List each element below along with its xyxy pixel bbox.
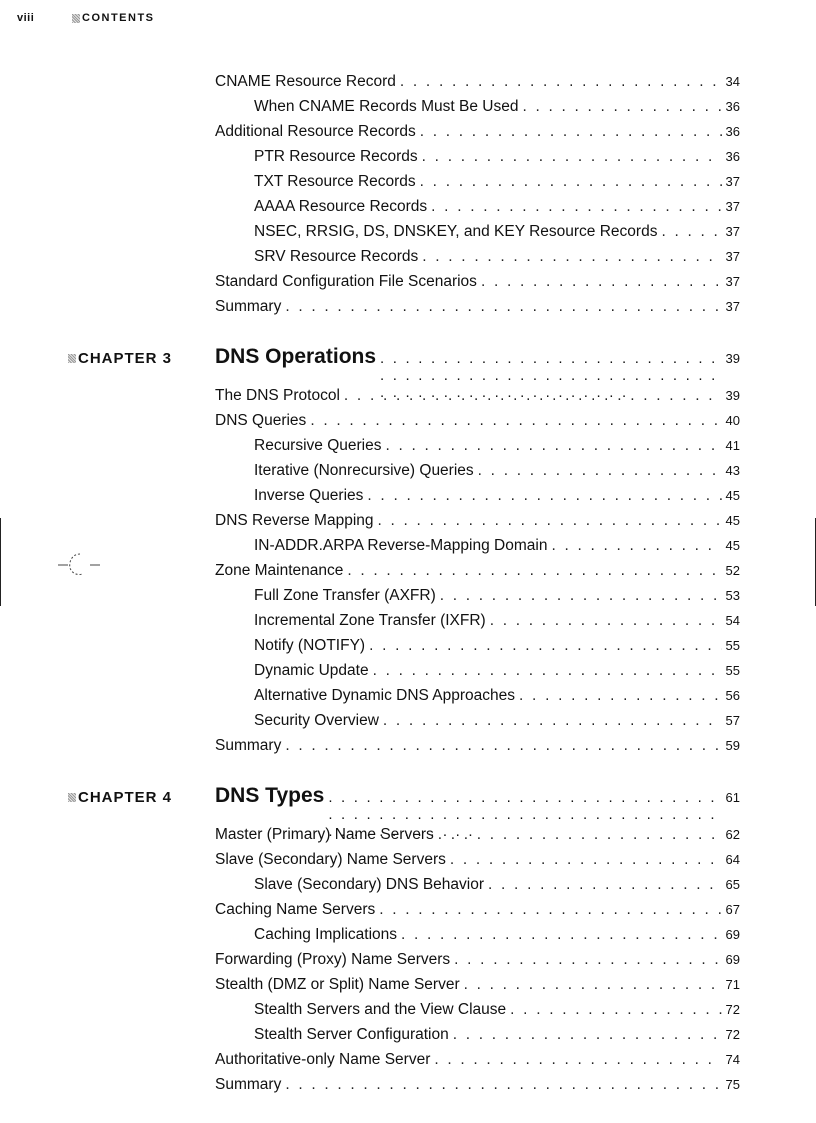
dot-leader [285, 737, 721, 755]
toc-entry-page: 64 [725, 852, 740, 867]
toc-entry [215, 387, 740, 412]
toc-entry-title: PTR Resource Records [254, 148, 418, 165]
toc-entry-page: 41 [725, 438, 740, 453]
toc-entry-page: 37 [725, 224, 740, 239]
toc-entry-page: 37 [725, 174, 740, 189]
toc-entry-page: 56 [725, 688, 740, 703]
toc-entry-page: 45 [725, 538, 740, 553]
registration-mark-icon [58, 548, 102, 578]
toc-entry [215, 612, 740, 637]
toc-entry [215, 851, 740, 876]
toc-entry [215, 298, 740, 323]
dot-leader [369, 637, 721, 655]
dot-leader [481, 273, 722, 291]
dot-leader [661, 223, 721, 241]
chapter-marker-icon [68, 354, 76, 363]
toc-entry-page: 67 [725, 902, 740, 917]
toc-entry [215, 1001, 740, 1026]
toc-entry [215, 198, 740, 223]
toc-entry-page: 34 [725, 74, 740, 89]
toc-entry [215, 223, 740, 248]
toc-entry-page: 55 [725, 638, 740, 653]
toc-entry [215, 587, 740, 612]
toc-entry-title: DNS Queries [215, 412, 307, 429]
toc-entry [215, 901, 740, 926]
dot-leader [379, 901, 721, 919]
toc-entry [215, 712, 740, 737]
toc-entry [215, 687, 740, 712]
dot-leader [400, 73, 722, 91]
chapter-gap [215, 762, 740, 774]
toc-entry [215, 123, 740, 148]
toc-entry-title: DNS Reverse Mapping [215, 512, 374, 529]
chapter-page: 39 [725, 351, 740, 366]
toc-entry-title: Stealth Servers and the View Clause [254, 1001, 507, 1018]
toc-entry-page: 54 [725, 613, 740, 628]
toc-entry [215, 951, 740, 976]
dot-leader [367, 487, 721, 505]
toc-entry [215, 737, 740, 762]
toc-entry-title: Dynamic Update [254, 662, 369, 679]
toc-entry [215, 537, 740, 562]
toc-entry-title: Additional Resource Records [215, 123, 416, 140]
page-number: viii [17, 12, 35, 24]
toc-entry-title: Inverse Queries [254, 487, 364, 504]
dot-leader [490, 612, 722, 630]
dot-leader [440, 587, 722, 605]
dot-leader [522, 98, 721, 116]
toc-entry-page: 72 [725, 1027, 740, 1042]
chapter-label [68, 350, 172, 367]
toc-entry-title: CNAME Resource Record [215, 73, 396, 90]
toc-entry-page: 62 [725, 827, 740, 842]
toc-entry-page: 37 [725, 249, 740, 264]
toc-entry-title: Stealth Server Configuration [254, 1026, 449, 1043]
dot-leader [310, 412, 721, 430]
dot-leader [383, 712, 722, 730]
dot-leader [464, 976, 722, 994]
toc-entry [215, 662, 740, 687]
section-marker-icon [72, 14, 80, 23]
toc-entry-title: NSEC, RRSIG, DS, DNSKEY, and KEY Resource Records [254, 223, 658, 240]
toc-entry-title: Caching Implications [254, 926, 398, 943]
toc-entry-page: 74 [725, 1052, 740, 1067]
toc-entry [215, 437, 740, 462]
toc-entry [215, 976, 740, 1001]
chapter-page: 61 [725, 790, 740, 805]
dot-leader [551, 537, 721, 555]
dot-leader [347, 562, 721, 580]
chapter-title: DNS Types [215, 784, 325, 807]
toc-entry-title: Standard Configuration File Scenarios [215, 273, 477, 290]
running-header [17, 12, 155, 24]
toc-entry-page: 36 [725, 99, 740, 114]
toc-entry-page: 57 [725, 713, 740, 728]
toc-entry-title: Slave (Secondary) DNS Behavior [254, 876, 485, 893]
toc-entry [215, 412, 740, 437]
toc-entry [215, 462, 740, 487]
toc-entry-page: 37 [725, 199, 740, 214]
toc-entry-page: 53 [725, 588, 740, 603]
dot-leader [478, 462, 722, 480]
toc-entry-page: 75 [725, 1077, 740, 1092]
toc-entry-page: 69 [725, 927, 740, 942]
dot-leader [373, 662, 722, 680]
toc-entry [215, 876, 740, 901]
toc-entry-title: Master (Primary) Name Servers [215, 826, 434, 843]
chapter-gap [215, 323, 740, 335]
toc-entry [215, 562, 740, 587]
chapter-label [68, 789, 172, 806]
dot-leader [420, 173, 722, 191]
dot-leader [434, 1051, 721, 1069]
chapter-title: DNS Operations [215, 345, 377, 368]
toc-entry [215, 487, 740, 512]
dot-leader [344, 387, 722, 405]
toc-entry-title: Summary [215, 1076, 282, 1093]
dot-leader [285, 298, 721, 316]
dot-leader [378, 512, 722, 530]
toc-entry [215, 148, 740, 173]
chapter-marker-icon [68, 793, 76, 802]
toc-entry-title: Caching Name Servers [215, 901, 376, 918]
dot-leader [386, 437, 722, 455]
toc-entry-title: AAAA Resource Records [254, 198, 428, 215]
section-title [72, 12, 155, 24]
dot-leader [519, 687, 721, 705]
chapter-heading [78, 774, 740, 826]
toc-entry-title: Summary [215, 298, 282, 315]
dot-leader [422, 148, 722, 166]
dot-leader [438, 826, 722, 844]
dot-leader [510, 1001, 721, 1019]
dot-leader [420, 123, 722, 141]
chapter-label-text: CHAPTER 4 [78, 789, 173, 806]
toc-entry-title: IN-ADDR.ARPA Reverse-Mapping Domain [254, 537, 548, 554]
toc-entry-title: TXT Resource Records [254, 173, 416, 190]
toc-entry-page: 37 [725, 299, 740, 314]
toc-entry-title: Notify (NOTIFY) [254, 637, 366, 654]
toc-entry [215, 926, 740, 951]
toc-entry-page: 40 [725, 413, 740, 428]
toc-entry [215, 512, 740, 537]
toc-entry-title: Stealth (DMZ or Split) Name Server [215, 976, 460, 993]
toc-entry [215, 637, 740, 662]
toc-entry-title: Full Zone Transfer (AXFR) [254, 587, 436, 604]
toc-entry-page: 71 [725, 977, 740, 992]
dot-leader [401, 926, 722, 944]
toc-entry-page: 45 [725, 513, 740, 528]
dot-leader [422, 248, 721, 266]
dot-leader [454, 951, 721, 969]
toc-entry [215, 826, 740, 851]
toc-entry-page: 43 [725, 463, 740, 478]
chapter-label-text: CHAPTER 3 [78, 350, 173, 367]
toc-entry-page: 37 [725, 274, 740, 289]
toc-entry [215, 173, 740, 198]
toc-entry-page: 59 [725, 738, 740, 753]
toc-entry-page: 45 [725, 488, 740, 503]
section-title-text: CONTENTS [82, 12, 155, 24]
toc-entry-title: Recursive Queries [254, 437, 382, 454]
toc-entry [215, 1026, 740, 1051]
toc-entry-page: 72 [725, 1002, 740, 1017]
toc-entry [215, 98, 740, 123]
toc-entry-title: Authoritative-only Name Server [215, 1051, 431, 1068]
toc-entry-title: Alternative Dynamic DNS Approaches [254, 687, 516, 704]
toc-entry-page: 52 [725, 563, 740, 578]
toc-entry-title: Security Overview [254, 712, 379, 729]
toc-entry-title: SRV Resource Records [254, 248, 419, 265]
toc-entry [215, 1076, 740, 1101]
toc-entry [215, 273, 740, 298]
table-of-contents [78, 73, 740, 1101]
dot-leader [431, 198, 721, 216]
toc-entry-title: Zone Maintenance [215, 562, 344, 579]
toc-entry-title: Summary [215, 737, 282, 754]
toc-entry-page: 39 [725, 388, 740, 403]
toc-entry-title: Slave (Secondary) Name Servers [215, 851, 446, 868]
toc-entry-page: 36 [725, 124, 740, 139]
scan-edge-left [0, 518, 1, 606]
toc-entry [215, 73, 740, 98]
toc-entry-title: When CNAME Records Must Be Used [254, 98, 519, 115]
toc-entry-title: Forwarding (Proxy) Name Servers [215, 951, 451, 968]
dot-leader [488, 876, 722, 894]
chapter-heading [78, 335, 740, 387]
toc-entry-page: 69 [725, 952, 740, 967]
dot-leader [453, 1026, 722, 1044]
toc-entry [215, 248, 740, 273]
dot-leader [285, 1076, 721, 1094]
toc-entry-title: Incremental Zone Transfer (IXFR) [254, 612, 486, 629]
toc-entry [215, 1051, 740, 1076]
toc-entry-page: 36 [725, 149, 740, 164]
toc-entry-page: 55 [725, 663, 740, 678]
toc-entry-page: 65 [725, 877, 740, 892]
toc-entry-title: Iterative (Nonrecursive) Queries [254, 462, 474, 479]
toc-entry-title: The DNS Protocol [215, 387, 340, 404]
dot-leader [450, 851, 722, 869]
